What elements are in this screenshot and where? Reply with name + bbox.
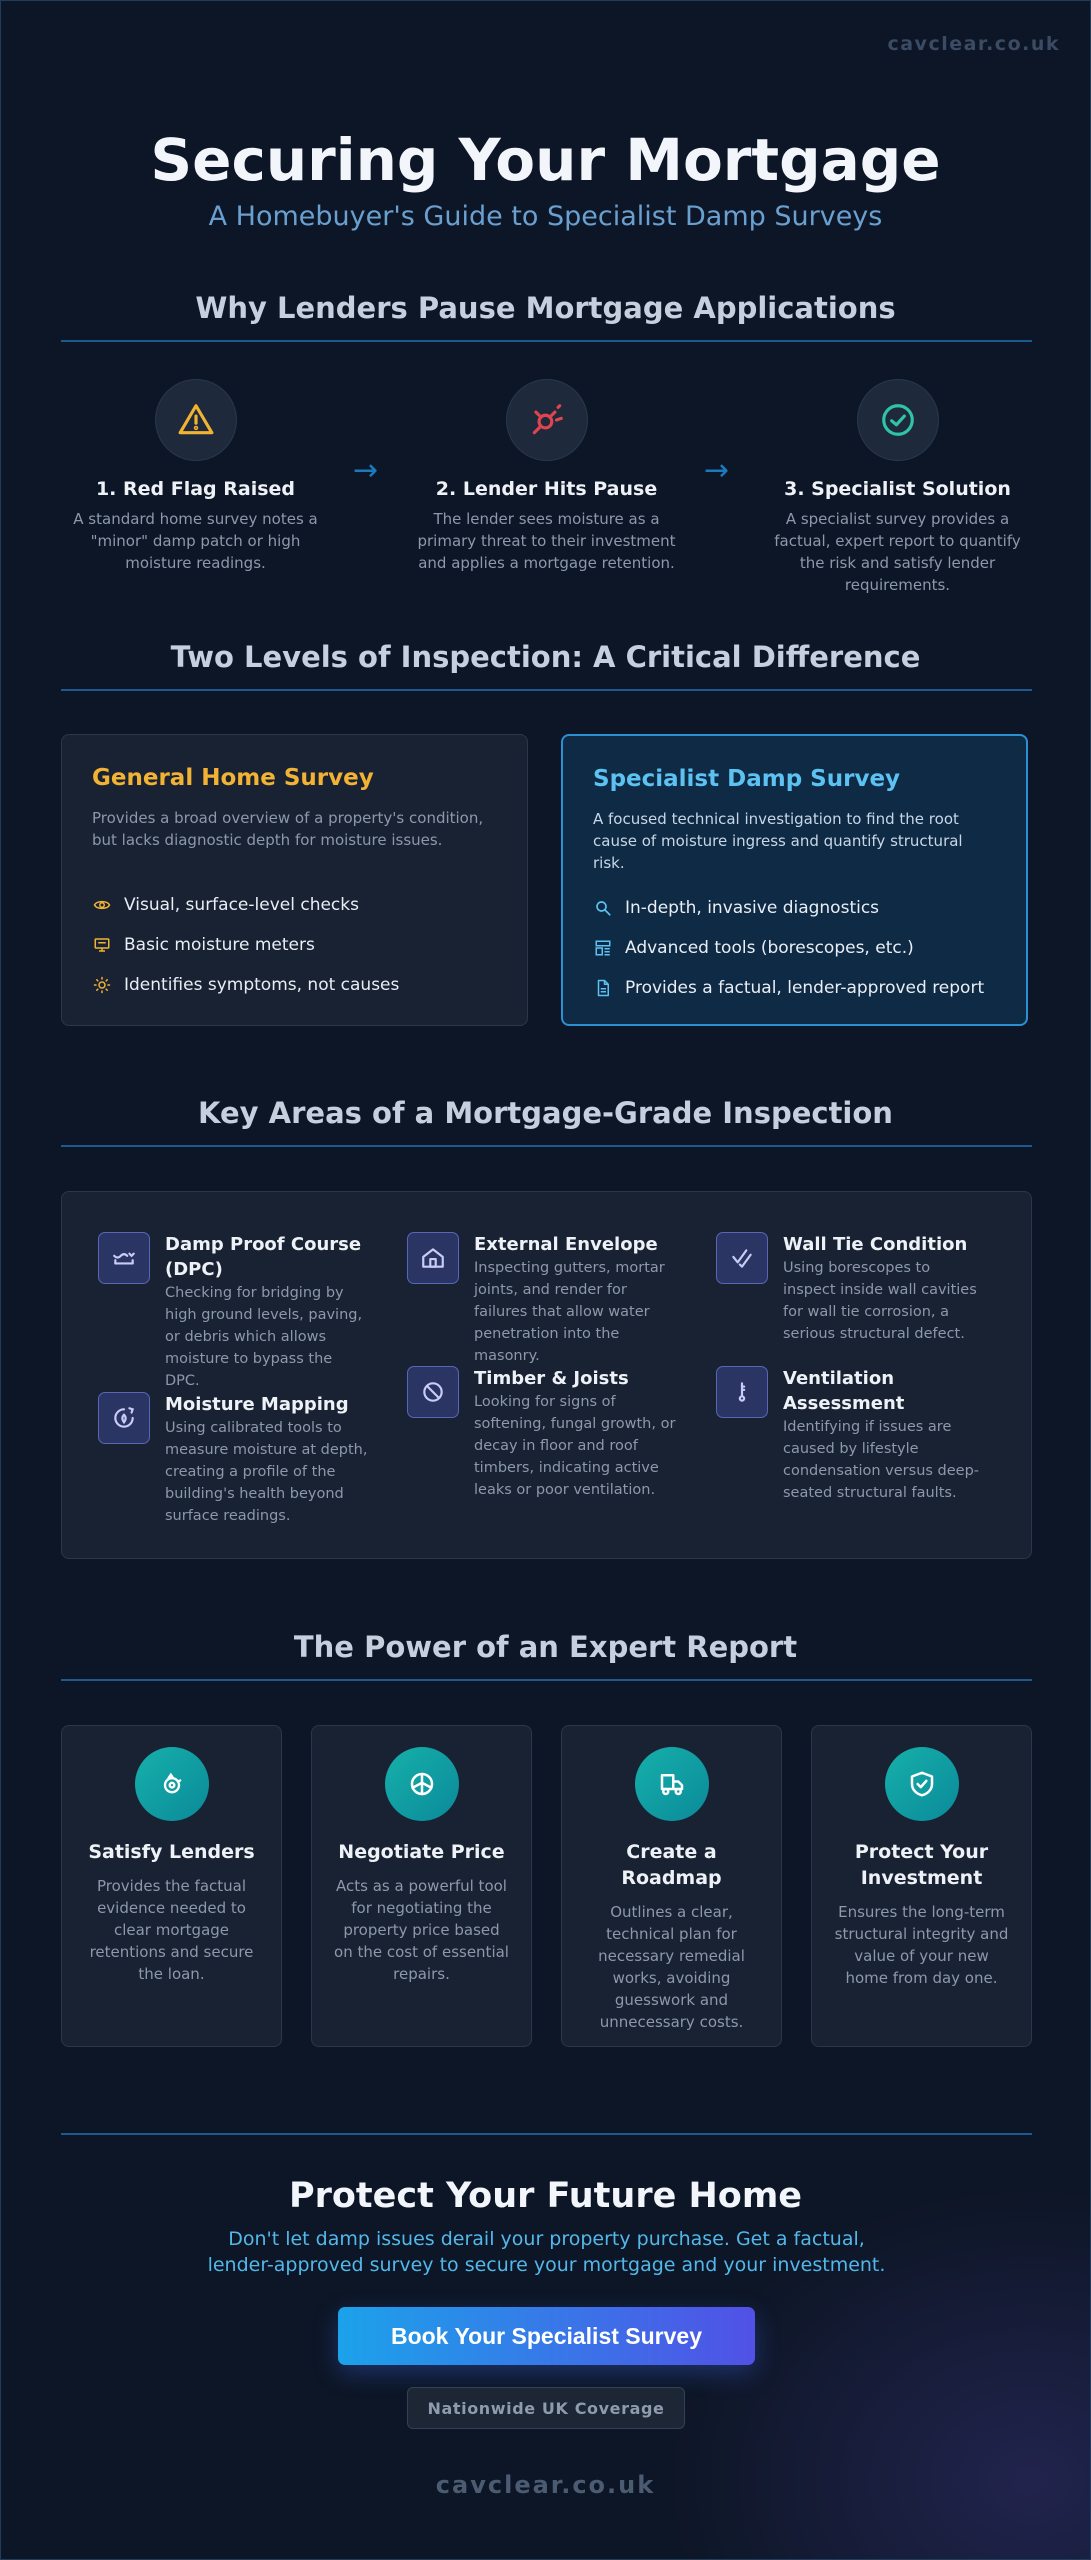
piggy-bank-icon [135, 1747, 209, 1821]
arrow-right-icon: → [353, 453, 379, 488]
eye-icon [92, 895, 112, 915]
card-text: Acts as a powerful tool for negotiating the property price based on the cost of essential repairs. [334, 1877, 509, 1983]
card-title: Satisfy Lenders [88, 1841, 255, 1863]
area-title: Timber & Joists [474, 1368, 629, 1389]
book-survey-button[interactable]: Book Your Specialist Survey [338, 2307, 755, 2365]
card-title: Create a Roadmap [621, 1841, 722, 1889]
section-divider [61, 689, 1032, 691]
card-title: General Home Survey [92, 765, 374, 791]
section-divider [61, 2133, 1032, 2135]
sun-icon [92, 975, 112, 995]
card-description: A focused technical investigation to find the root cause of moisture ingress and quantify structural risk. [593, 810, 963, 872]
list-item [92, 925, 399, 965]
step-text: A specialist survey provides a factual, expert report to quantify the risk and satisfy lender requirements. [774, 510, 1021, 594]
feature-list [593, 888, 984, 1008]
section-divider [61, 1679, 1032, 1681]
area-wall-tie [716, 1232, 986, 1345]
area-ventilation [716, 1366, 986, 1504]
thermometer-icon [716, 1366, 768, 1418]
cta-title: Protect Your Future Home [288, 2176, 803, 2216]
double-check-icon [716, 1232, 768, 1284]
tools-icon [593, 938, 613, 958]
area-moisture-mapping [98, 1392, 368, 1527]
page-subtitle: A Homebuyer's Guide to Specialist Damp Surveys [208, 201, 883, 232]
shield-check-icon [885, 1747, 959, 1821]
area-title: Damp Proof Course (DPC) [165, 1234, 362, 1280]
section-heading-report: The Power of an Expert Report [293, 1630, 798, 1664]
area-text: Using calibrated tools to measure moisture at depth, creating a profile of the building's health beyond surface readings. [165, 1420, 368, 1524]
area-title: Moisture Mapping [165, 1394, 349, 1415]
list-item [593, 888, 984, 928]
step-text: A standard home survey notes a "minor" damp patch or high moisture readings. [73, 510, 318, 572]
warning-triangle-icon [155, 379, 237, 461]
list-item-label: Advanced tools (borescopes, etc.) [625, 938, 914, 958]
list-item [92, 965, 399, 1005]
list-item-label: Provides a factual, lender-approved report [625, 978, 985, 998]
list-item [593, 928, 984, 968]
card-text: Outlines a clear, technical plan for necessary remedial works, avoiding guesswork and unnecessary costs. [598, 1903, 745, 2031]
brand-footer[interactable]: cavclear.co.uk [435, 2471, 656, 2499]
list-item-label: Basic moisture meters [124, 935, 315, 955]
card-title: Protect Your Investment [854, 1841, 989, 1889]
general-survey-card [61, 734, 528, 1026]
prohibited-icon [407, 1366, 459, 1418]
report-card-protect [811, 1725, 1032, 2047]
step-title: 2. Lender Hits Pause [435, 478, 658, 500]
area-text: Looking for signs of softening, fungal growth, or decay in floor and roof timbers, indicating active leaks or poor ventilation. [474, 1394, 676, 1498]
report-card-negotiate [311, 1725, 532, 2047]
meter-icon [92, 935, 112, 955]
area-text: Using borescopes to inspect inside wall cavities for wall tie corrosion, a serious structural defect. [783, 1260, 977, 1342]
search-icon [593, 898, 613, 918]
list-item-label: In-depth, invasive diagnostics [625, 898, 880, 918]
split-circle-icon [385, 1747, 459, 1821]
waves-icon [98, 1232, 150, 1284]
area-title: Ventilation Assessment [783, 1368, 905, 1414]
card-description: Provides a broad overview of a property's condition, but lacks diagnostic depth for moisture issues. [92, 809, 484, 849]
list-item [593, 968, 984, 1008]
area-dpc [98, 1232, 368, 1392]
card-title: Specialist Damp Survey [593, 766, 901, 792]
check-circle-icon [857, 379, 939, 461]
section-divider [61, 1145, 1032, 1147]
section-divider [61, 340, 1032, 342]
area-text: Identifying if issues are caused by lifestyle condensation versus deep-seated structural faults. [783, 1419, 980, 1501]
step-text: The lender sees moisture as a primary threat to their investment and applies a mortgage retention. [417, 510, 676, 572]
report-card-lenders [61, 1725, 282, 2047]
list-item-label: Visual, surface-level checks [124, 895, 359, 915]
truck-icon [635, 1747, 709, 1821]
coverage-badge: Nationwide UK Coverage [407, 2387, 685, 2429]
area-title: External Envelope [474, 1234, 658, 1255]
house-icon [407, 1232, 459, 1284]
area-timber-joists [407, 1366, 677, 1501]
report-card-roadmap [561, 1725, 782, 2047]
inspection-areas-panel [61, 1191, 1032, 1559]
droplet-cycle-icon [98, 1392, 150, 1444]
arrow-right-icon: → [704, 453, 730, 488]
list-item-label: Identifies symptoms, not causes [124, 975, 400, 995]
unplugged-icon [506, 379, 588, 461]
area-text: Checking for bridging by high ground levels, paving, or debris which allows moisture to bypass the DPC. [165, 1285, 363, 1389]
step-3 [765, 379, 1030, 596]
list-item [92, 885, 399, 925]
section-heading-levels: Two Levels of Inspection: A Critical Difference [170, 640, 921, 674]
step-2 [414, 379, 679, 574]
brand-header[interactable]: cavclear.co.uk [887, 33, 1060, 55]
card-text: Provides the factual evidence needed to clear mortgage retentions and secure the loan. [89, 1877, 254, 1983]
area-text: Inspecting gutters, mortar joints, and render for failures that allow water penetration into the masonry. [474, 1260, 665, 1364]
section-heading-areas: Key Areas of a Mortgage-Grade Inspection [198, 1096, 893, 1130]
card-title: Negotiate Price [338, 1841, 505, 1863]
page-title: Securing Your Mortgage [150, 126, 941, 194]
cta-text: Don't let damp issues derail your property purchase. Get a factual, lender-approved survey to secure your mortgage and your investment. [207, 2228, 886, 2276]
step-title: 1. Red Flag Raised [95, 478, 296, 500]
specialist-survey-card [561, 734, 1028, 1026]
feature-list [92, 885, 399, 1005]
document-icon [593, 978, 613, 998]
step-title: 3. Specialist Solution [784, 478, 1011, 500]
area-external-envelope [407, 1232, 677, 1367]
step-1 [63, 379, 328, 574]
card-text: Ensures the long-term structural integrity and value of your new home from day one. [834, 1903, 1009, 1987]
area-title: Wall Tie Condition [783, 1234, 968, 1255]
section-heading-why: Why Lenders Pause Mortgage Applications [195, 291, 896, 325]
